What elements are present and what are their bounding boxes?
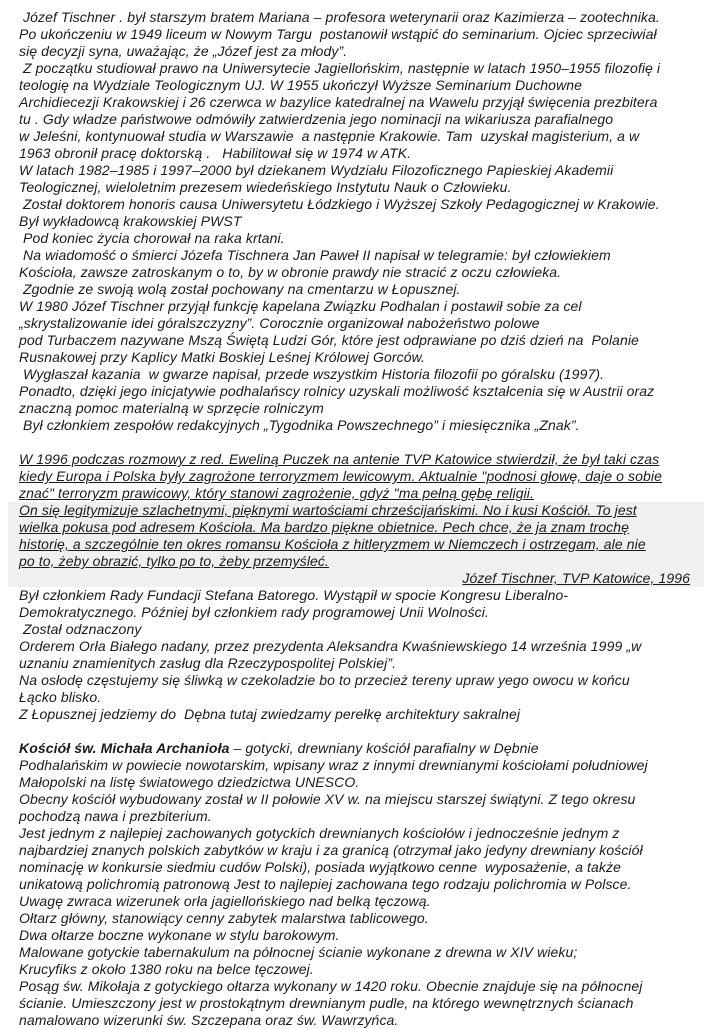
text-line: znać" terroryzm prawicowy, który stanowi zagrożenie, gdyż "ma pełną gębę religii. [19, 485, 534, 501]
batory-foundation-paragraph [19, 587, 690, 621]
text-line: Krucyfiks z około 1380 roku na belce tęczowej. [19, 961, 314, 977]
text-line: Podhalańskim w powiecie nowotarskim, wpisany wraz z innymi drewnianymi kościołami południowej [19, 757, 648, 773]
heading-lead-bold: Kościół św. Michała Archanioła [19, 740, 230, 756]
studies-paragraph [19, 60, 690, 162]
illness-line [19, 230, 690, 247]
text-line: teologię na Wydziale Teologicznym UJ. W 1955 ukończył Wyższe Seminarium Duchowne [19, 77, 583, 93]
text-line: po to, żeby obrazić, tylko po to, żeby przemyśleć. [19, 553, 330, 569]
text-line: Demokratycznego. Później był członkiem rady programowej Unii Wolności. [19, 604, 489, 620]
text-line: w Jeleśni, kontynuował studia w Warszawie a następnie Krakowie. Tam uzyskał magisterium, a w [19, 128, 640, 144]
bio-intro-paragraph [19, 9, 690, 60]
crucifix-line [19, 961, 690, 978]
text-line: nominację w konkursie siedmiu cudów Polski), posiada wyjątkowo cenne wyposażenie, a także [19, 859, 621, 875]
statue-paragraph [19, 978, 690, 1029]
document-body [19, 9, 690, 1029]
text-line: pod Turbaczem nazywane Mszą Świętą Ludzi Gór, które jest odprawiane po dziś dzień na Polanie [19, 332, 639, 348]
quote-attribution: Józef Tischner, TVP Katowice, 1996 [462, 570, 690, 586]
text-line: W 1996 podczas rozmowy z red. Eweliną Puczek na antenie TVP Katowice stwierdził, że był taki czas [19, 451, 660, 467]
text-line: Na osłodę częstujemy się śliwką w czekoladzie bo to przecież tereny upraw yego owocu w końcu [19, 672, 630, 688]
order-paragraph [19, 638, 690, 672]
text-line: Archidiecezji Krakowskiej i 26 czerwca w bazylice katedralnej na Wawelu przyjął święcenia prezbitera [19, 94, 658, 110]
text-line: 1963 obronił pracę doktorską . Habilitował się w 1974 w ATK. [19, 145, 412, 161]
text-line: Zgodnie ze swoją wolą został pochowany na cmentarzu w Łopusznej. [19, 281, 461, 297]
tvp-quote-part2-highlighted [8, 502, 704, 587]
sermons-line [19, 366, 690, 383]
text-line: Ołtarz główny, stanowiący cenny zabytek malarstwa tablicowego. [19, 910, 429, 926]
church-construction-paragraph [19, 791, 690, 825]
text-line: W latach 1982–1985 i 1997–2000 był dziekanem Wydziału Filozoficznego Papieskiej Akademii [19, 162, 614, 178]
text-line: W 1980 Józef Tischner przyjął funkcję kapelana Związku Podhalan i postawił sobie za cel [19, 298, 582, 314]
telegram-paragraph [19, 247, 690, 281]
decorated-line [19, 621, 690, 638]
text-line: Józef Tischner . był starszym bratem Mariana – profesora weterynarii oraz Kazimierza – zootechnika. [19, 9, 660, 25]
text-line: kiedy Europa i Polska były zagrożone terroryzmem lewicowym. Aktualnie "podnosi głowę, daje o sobie [19, 468, 662, 484]
text-line: „skrystalizowanie idei góralszczyzny”. Corocznie organizował nabożeństwo polowe [19, 315, 540, 331]
text-line: Był członkiem Rady Fundacji Stefana Batorego. Wystąpił w spocie Kongresu Liberalno- [19, 587, 569, 603]
eagle-line [19, 893, 690, 910]
church-heading-paragraph [19, 740, 690, 791]
text-line: Był członkiem zespołów redakcyjnych „Tygodnika Powszechnego” i miesięcznika „Znak”. [19, 417, 580, 433]
text-line: Z początku studiował prawo na Uniwersytecie Jagiellońskim, następnie w latach 1950–1955 filozofię i [19, 60, 661, 76]
text-line: się decyzji syna, uważając, że „Józef jest za młody”. [19, 43, 348, 59]
text-line: Uwagę zwraca wizerunek orła jagiellońskiego nad belką tęczową. [19, 893, 431, 909]
church-fame-paragraph [19, 825, 690, 893]
blank-line-2 [19, 723, 690, 740]
text-line: Na wiadomość o śmierci Józefa Tischnera Jan Paweł II napisał w telegramie: był człowiekiem [19, 247, 611, 263]
text-line: Malowane gotyckie tabernakulum na północnej ścianie wykonane z drewna w XIV wieku; [19, 944, 578, 960]
text-line: znaczną pomoc materialną w sprzęcie rolniczym [19, 400, 324, 416]
text-line: tu . Gdy władze państwowe odmówiły zatwierdzenia jego nominacji na wikariusza parafialnego [19, 111, 614, 127]
text-line: Został odznaczony [19, 621, 142, 637]
text-line: Łącko blisko. [19, 689, 102, 705]
dean-paragraph [19, 162, 690, 196]
tvp-quote-part1 [19, 451, 690, 502]
tabernacle-line [19, 944, 690, 961]
text-line: Posąg św. Mikołaja z gotyckiego ołtarza wykonany w 1420 roku. Obecnie znajduje się na północnej [19, 978, 643, 994]
honoris-causa-paragraph [19, 196, 690, 230]
text-line: Był wykładowcą krakowskiej PWST [19, 213, 242, 229]
text-line: Małopolski na listę światowego dziedzictwa UNESCO. [19, 774, 360, 790]
text-line: ścianie. Umieszczony jest w prostokątnym drewnianym pudle, na którego wewnętrznych ścianach [19, 995, 634, 1011]
heading-rest-text: – gotycki, drewniany kościół parafialny w Dębnie [229, 740, 539, 756]
main-altar-line [19, 910, 690, 927]
text-line: Pod koniec życia chorował na raka krtani. [19, 230, 285, 246]
text-line: Wygłaszał kazania w gwarze napisał, przede wszystkim Historia filozofii po góralsku (1997). [19, 366, 605, 382]
text-line: pochodzą nawa i prezbiterium. [19, 808, 212, 824]
text-line: Orderem Orła Białego nadany, przez prezydenta Aleksandra Kwaśniewskiego 14 września 1999 „w [19, 638, 642, 654]
text-line: Został doktorem honoris causa Uniwersytetu Łódzkiego i Wyższej Szkoły Pedagogicznej w Krakowie. [19, 196, 660, 212]
text-line: Ponadto, dzięki jego inicjatywie podhalańscy rolnicy uzyskali możliwość kształcenia się w Austrii oraz [19, 383, 655, 399]
blank-line-1 [19, 434, 690, 451]
text-line [19, 740, 690, 757]
text-line: Kościoła, zawsze zatroskanym o to, by w obronie prawdy nie stracić z oczu człowieka. [19, 264, 562, 280]
travel-line [19, 706, 690, 723]
burial-line [19, 281, 690, 298]
text-line: unikatową polichromią patronową Jest to najlepiej zachowana tego rodzaju polichromia w Polsce. [19, 876, 632, 892]
text-line: Jest jednym z najlepiej zachowanych gotyckich drewnianych kościołów i jednocześnie jednym z [19, 825, 620, 841]
text-line: najbardziej znanych polskich zabytków w kraju i za granicą (otrzymał jako jedyny drewniany kościół [19, 842, 643, 858]
text-line: namalowano wizerunki św. Szczepana oraz św. Wawrzyńca. [19, 1012, 399, 1028]
editorial-line [19, 417, 690, 434]
plum-paragraph [19, 672, 690, 706]
text-line: On się legitymizuje szlachetnymi, pięknymi wartościami chrześcijańskimi. No i kusi Kościół. To jest [19, 502, 637, 518]
text-line: Obecny kościół wybudowany został w II połowie XV w. na miejscu starszej świątyni. Z tego okresu [19, 791, 636, 807]
side-altars-line [19, 927, 690, 944]
text-line: wielka pokusa pod adresem Kościoła. Ma bardzo piękne obietnice. Pech chce, że ja znam trochę [19, 519, 629, 535]
text-line: Dwa ołtarze boczne wykonane w stylu barokowym. [19, 927, 340, 943]
farmers-paragraph [19, 383, 690, 417]
text-line: historię, a szczególnie ten okres romansu Kościoła z hitleryzmem w Niemczech i ostrzegam, ale nie [19, 536, 646, 552]
text-line: Po ukończeniu w 1949 liceum w Nowym Targu postanowił wstąpić do seminarium. Ojciec sprzeciwiał [19, 26, 657, 42]
text-line: Teologicznej, wieloletnim prezesem wiedeńskiego Instytutu Nauk o Człowieku. [19, 179, 512, 195]
text-line: Z Łopusznej jedziemy do Dębna tutaj zwiedzamy perełkę architektury sakralnej [19, 706, 521, 722]
podhalan-paragraph [19, 298, 690, 366]
text-line: Rusnakowej przy Kaplicy Matki Boskiej Leśnej Królowej Gorców. [19, 349, 426, 365]
text-line: uznaniu znamienitych zasług dla Rzeczypospolitej Polskiej”. [19, 655, 397, 671]
